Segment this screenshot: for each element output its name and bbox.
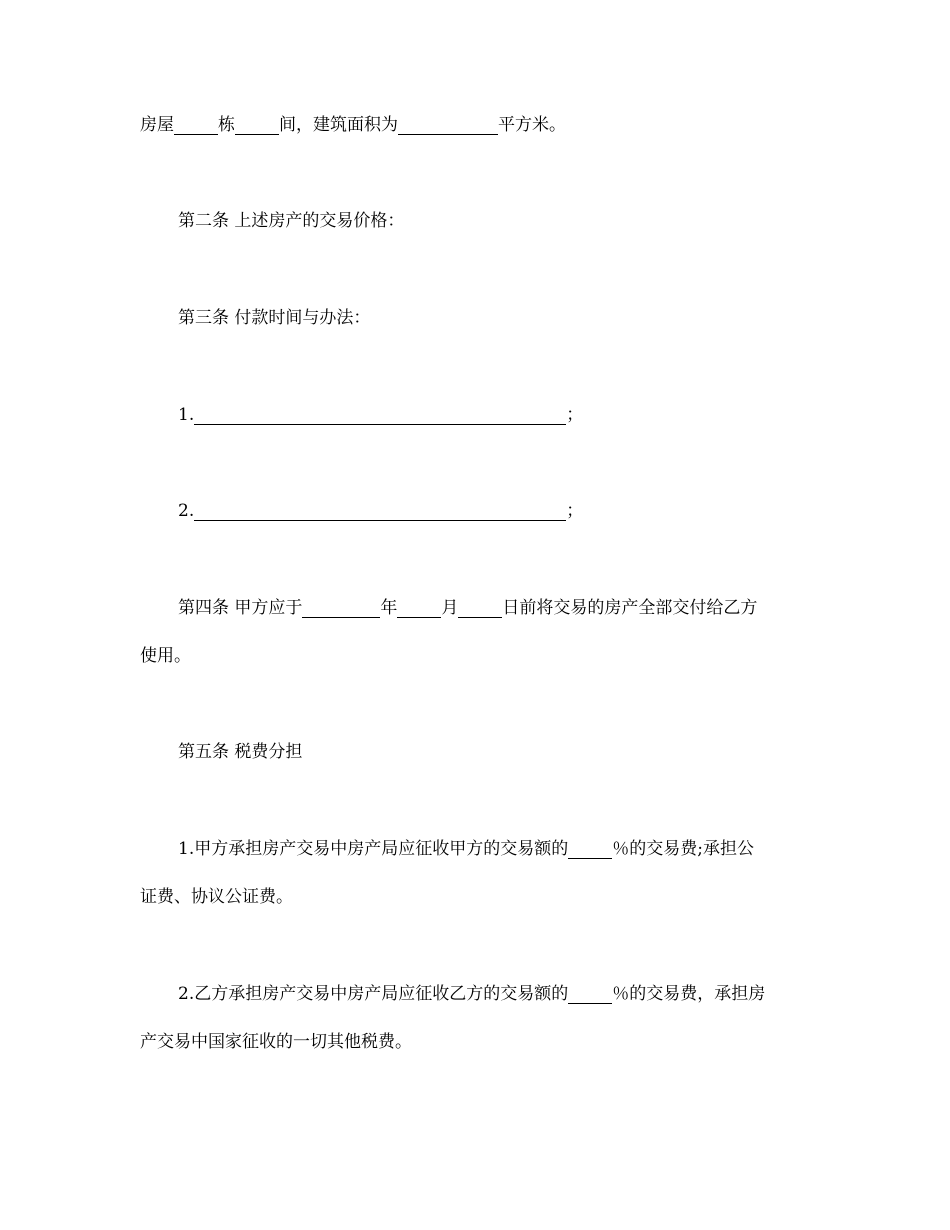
tax-item-2-continuation: 产交易中国家征收的一切其他税费。 <box>140 1032 412 1052</box>
area-label: 间，建筑面积为 <box>279 115 398 135</box>
payment-item-2-blank[interactable] <box>194 502 566 521</box>
house-prefix: 房屋 <box>140 115 174 135</box>
article-3-heading: 第三条 付款时间与办法： <box>178 308 371 328</box>
payment-item-1-end: ； <box>566 405 584 425</box>
tax-item-2-line <box>178 984 765 1004</box>
building-unit-label: 栋 <box>218 115 235 135</box>
tax-item-1-percent-blank[interactable] <box>568 840 612 859</box>
year-label: 年 <box>380 598 398 618</box>
month-blank[interactable] <box>397 599 441 618</box>
day-blank[interactable] <box>458 599 502 618</box>
area-blank[interactable] <box>398 116 498 135</box>
article-4-rest: 日前将交易的房产全部交付给乙方 <box>502 598 758 618</box>
payment-item-1-blank[interactable] <box>194 406 566 425</box>
tax-item-1-continuation: 证费、协议公证费。 <box>140 887 293 907</box>
payment-item-2 <box>178 501 583 521</box>
house-area-line <box>140 115 566 135</box>
article-4-continuation: 使用。 <box>140 646 191 666</box>
payment-item-2-label: 2. <box>178 501 195 521</box>
article-4-prefix: 第四条 甲方应于 <box>178 598 303 618</box>
payment-item-2-end: ； <box>566 501 584 521</box>
month-label: 月 <box>441 598 459 618</box>
payment-item-1-label: 1. <box>178 405 195 425</box>
article-4-line <box>178 598 757 618</box>
article-2-heading: 第二条 上述房产的交易价格： <box>178 211 405 231</box>
tax-item-1-rest: ％的交易费;承担公 <box>612 839 754 859</box>
payment-item-1 <box>178 405 583 425</box>
tax-item-2-prefix: 2.乙方承担房产交易中房产局应征收乙方的交易额的 <box>178 984 569 1004</box>
area-unit-label: 平方米。 <box>498 115 566 135</box>
tax-item-1-prefix: 1.甲方承担房产交易中房产局应征收甲方的交易额的 <box>178 839 569 859</box>
room-count-blank[interactable] <box>235 116 279 135</box>
tax-item-1-line <box>178 839 754 859</box>
tax-item-2-percent-blank[interactable] <box>568 985 612 1004</box>
year-blank[interactable] <box>302 599 380 618</box>
article-5-heading: 第五条 税费分担 <box>178 742 303 762</box>
building-count-blank[interactable] <box>174 116 218 135</box>
tax-item-2-rest: ％的交易费，承担房 <box>612 984 766 1004</box>
